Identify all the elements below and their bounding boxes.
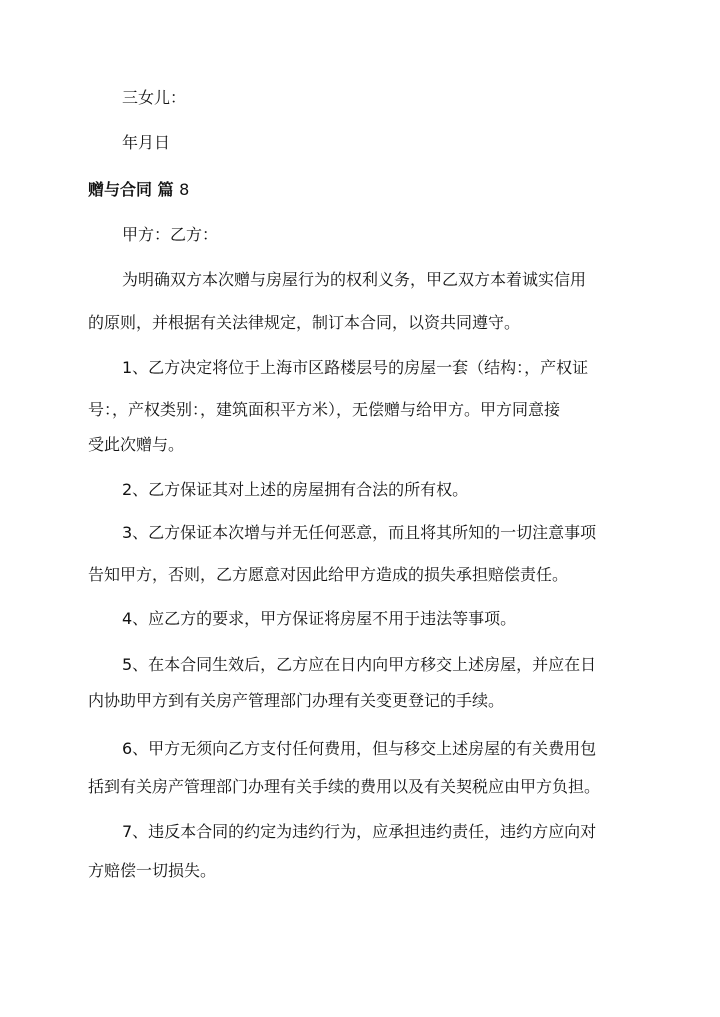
clause-6-line-2: 括到有关房产管理部门办理有关手续的费用以及有关契税应由甲方负担。	[88, 777, 601, 796]
clause-1-line-3: 受此次赠与。	[88, 435, 185, 454]
section-heading	[88, 180, 189, 200]
clause-2: 2、乙方保证其对上述的房屋拥有合法的所有权。	[122, 480, 469, 499]
parties-line: 甲方：乙方：	[122, 225, 219, 244]
signature-date: 年月日	[122, 133, 171, 152]
clause-4: 4、应乙方的要求，甲方保证将房屋不用于违法等事项。	[122, 609, 517, 628]
section-heading-title: 赠与合同 篇	[88, 180, 174, 199]
clause-3-line-1: 3、乙方保证本次增与并无任何恶意，而且将其所知的一切注意事项	[122, 523, 597, 542]
preamble-line-1: 为明确双方本次赠与房屋行为的权利义务，甲乙双方本着诚实信用	[122, 270, 587, 289]
section-heading-number: 8	[179, 180, 190, 199]
signature-third-daughter: 三女儿：	[122, 88, 187, 107]
clause-1-line-2: 号：，产权类别：，建筑面积平方米），无偿赠与给甲方。甲方同意接	[88, 400, 561, 419]
clause-5-line-2: 内协助甲方到有关房产管理部门办理有关变更登记的手续。	[88, 691, 505, 710]
clause-7-line-2: 方赔偿一切损失。	[88, 861, 217, 880]
clause-5-line-1: 5、在本合同生效后，乙方应在日内向甲方移交上述房屋，并应在日	[122, 655, 597, 674]
clause-3-line-2: 告知甲方，否则，乙方愿意对因此给甲方造成的损失承担赔偿责任。	[88, 565, 569, 584]
clause-1-line-1: 1、乙方决定将位于上海市区路楼层号的房屋一套（结构：，产权证	[122, 358, 589, 377]
clause-7-line-1: 7、违反本合同的约定为违约行为，应承担违约责任，违约方应向对	[122, 822, 597, 841]
preamble-line-2: 的原则，并根据有关法律规定，制订本合同，以资共同遵守。	[88, 313, 521, 332]
clause-6-line-1: 6、甲方无须向乙方支付任何费用，但与移交上述房屋的有关费用包	[122, 739, 597, 758]
